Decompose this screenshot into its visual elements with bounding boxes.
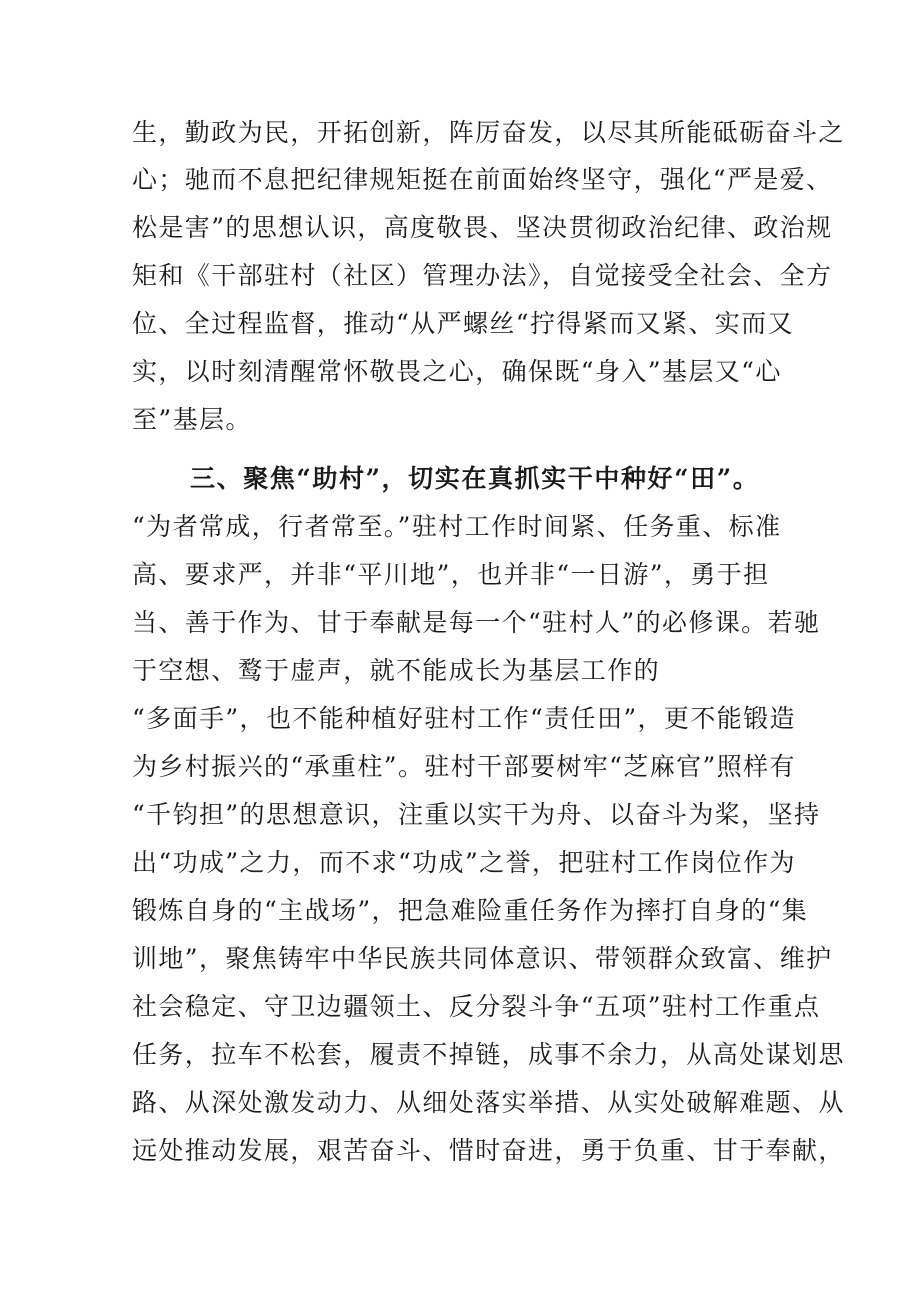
paragraph-line: 任务，拉车不松套，履责不掉链，成事不余力，从高处谋划思	[132, 1040, 845, 1069]
paragraph-line: “多面手”，也不能种植好驻村工作“责任田”，更不能锻造	[132, 704, 796, 733]
paragraph-line: 社会稳定、守卫边疆领土、反分裂斗争“五项”驻村工作重点	[132, 992, 821, 1021]
paragraph-line: 位、全过程监督，推动“从严螺丝“拧得紧而又紧、实而又	[132, 309, 794, 338]
paragraph-line: 于空想、鹜于虚声，就不能成长为基层工作的	[132, 656, 661, 685]
paragraph-line: 出“功成”之力，而不求“功成”之誉，把驻村工作岗位作为	[132, 848, 796, 877]
paragraph-line: 为乡村振兴的“承重柱”。驻村干部要树牢“芝麻官”照样有	[132, 752, 796, 781]
paragraph-line: 生，勤政为民，开拓创新，阵厉奋发，以尽其所能砥砺奋斗之	[132, 118, 845, 147]
section-heading: 三、聚焦“助村”，切实在真抓实干中种好“田”。	[190, 464, 760, 493]
paragraph-line: 训地”，聚焦铸牢中华民族共同体意识、带领群众致富、维护	[132, 944, 833, 973]
paragraph-line: 矩和《干部驻村（社区）管理办法》，自觉接受全社会、全方	[132, 261, 833, 290]
paragraph-line: 心；驰而不息把纪律规矩挺在前面始终坚守，强化“严是爱、	[132, 165, 833, 194]
paragraph-line: 锻炼自身的“主战场”，把急难险重任务作为摔打自身的“集	[132, 896, 809, 925]
paragraph-line: 当、善于作为、甘于奉献是每一个“驻村人”的必修课。若驰	[132, 608, 821, 637]
paragraph-line: 松是害”的思想认识，高度敬畏、坚决贯彻政治纪律、政治规	[132, 213, 833, 242]
paragraph-line: “为者常成，行者常至。”驻村工作时间紧、任务重、标准	[132, 512, 782, 541]
paragraph-line: 实，以时刻清醒常怀敬畏之心，确保既“身入”基层又“心	[132, 357, 782, 386]
paragraph-line: 远处推动发展，艰苦奋斗、惜时奋进，勇于负重、甘于奉献，	[132, 1136, 845, 1165]
paragraph-line: “千钧担”的思想意识，注重以实干为舟、以奋斗为桨，坚持	[132, 800, 821, 829]
paragraph-line: 至”基层。	[132, 405, 252, 434]
paragraph-line: 高、要求严，并非“平川地”，也并非“一日游”，勇于担	[132, 560, 770, 589]
paragraph-line: 路、从深处激发动力、从细处落实举措、从实处破解难题、从	[132, 1088, 845, 1117]
